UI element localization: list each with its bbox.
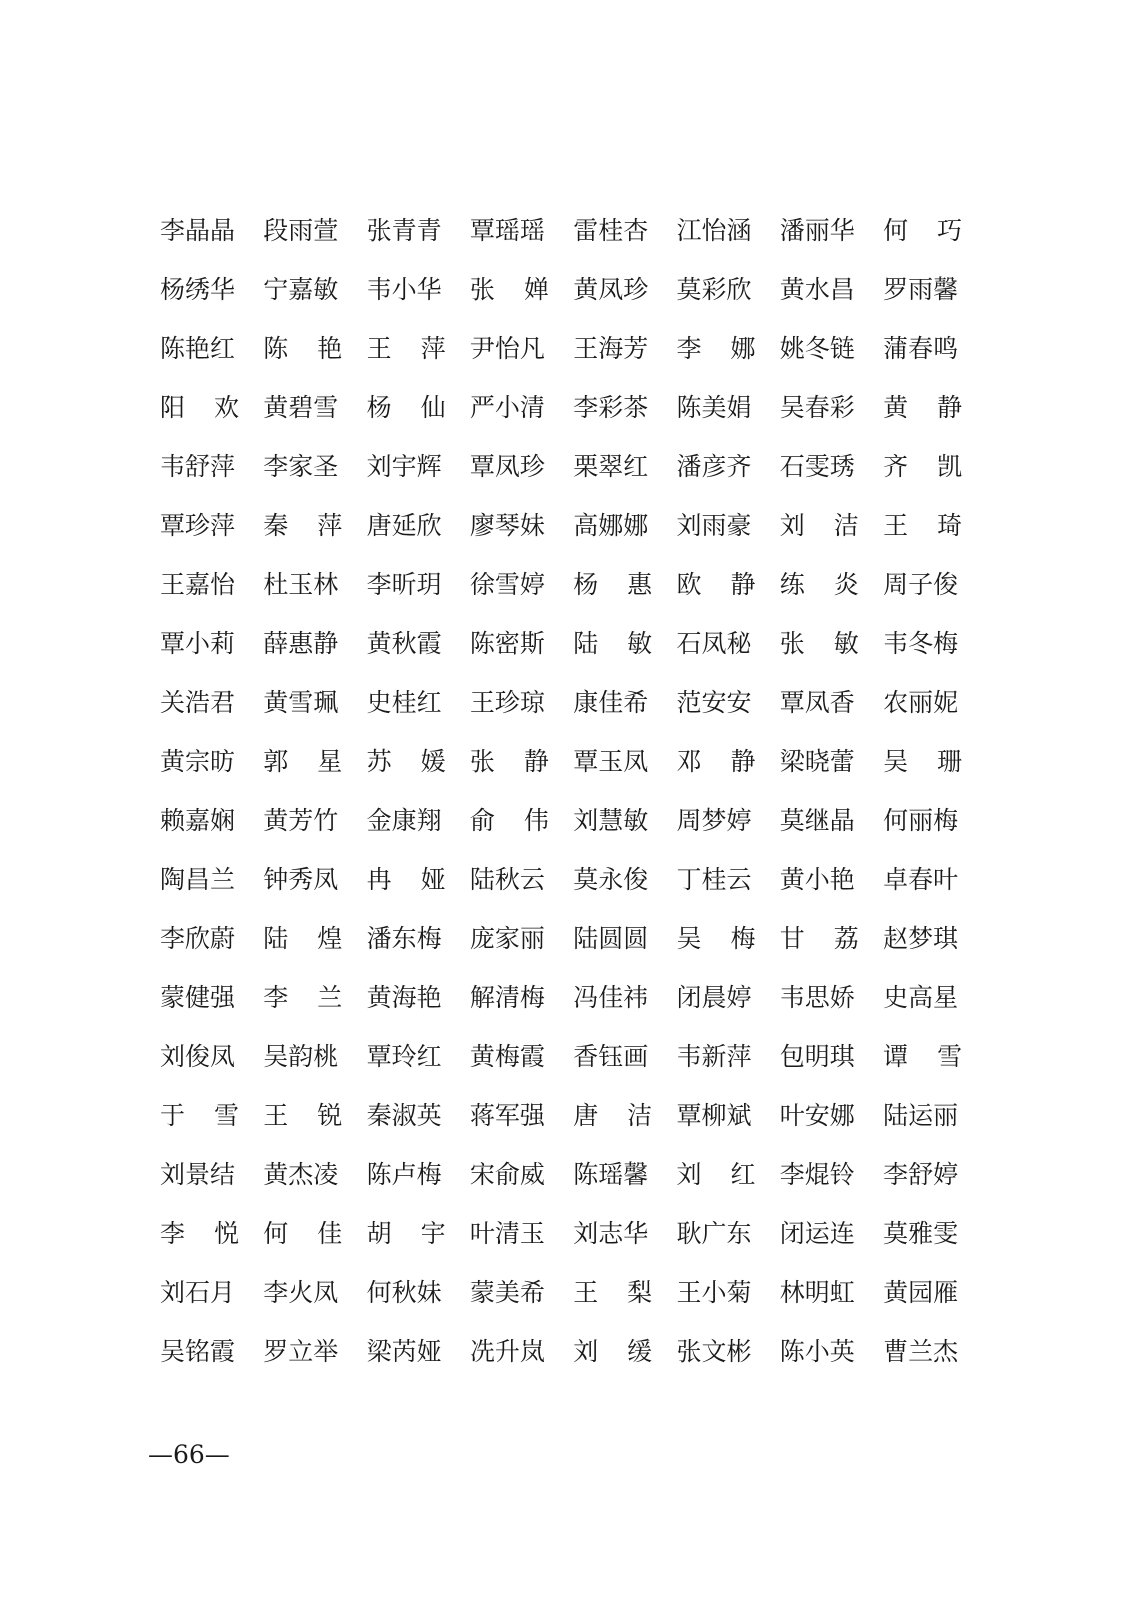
name-entry: 高娜娜 bbox=[573, 511, 649, 540]
name-entry: 黄芳竹 bbox=[263, 806, 339, 835]
name-entry: 陆 煌 bbox=[263, 924, 343, 953]
name-entry: 叶安娜 bbox=[779, 1101, 855, 1130]
name-entry: 黄碧雪 bbox=[263, 393, 339, 422]
name-entry: 闭运连 bbox=[779, 1219, 855, 1248]
name-entry: 秦淑英 bbox=[366, 1101, 442, 1130]
name-entry: 农丽妮 bbox=[883, 688, 959, 717]
name-entry: 阳 欢 bbox=[160, 393, 239, 422]
name-entry: 金康翔 bbox=[366, 806, 442, 835]
name-entry: 邓 静 bbox=[676, 747, 756, 776]
name-entry: 梁芮娅 bbox=[366, 1337, 442, 1366]
name-entry: 赵梦琪 bbox=[883, 924, 959, 953]
name-entry: 冯佳祎 bbox=[573, 983, 649, 1012]
name-entry: 李欣蔚 bbox=[160, 924, 236, 953]
name-entry: 吴 梅 bbox=[676, 924, 756, 953]
name-entry: 莫继晶 bbox=[779, 806, 855, 835]
name-entry: 李家圣 bbox=[263, 452, 339, 481]
name-entry: 陈小英 bbox=[779, 1337, 855, 1366]
name-entry: 覃瑶瑶 bbox=[469, 216, 545, 245]
name-entry: 吴 珊 bbox=[883, 747, 963, 776]
name-entry: 卓春叶 bbox=[883, 865, 959, 894]
name-entry: 李 悦 bbox=[160, 1219, 239, 1248]
name-entry: 廖琴妹 bbox=[469, 511, 545, 540]
name-entry: 韦思娇 bbox=[779, 983, 855, 1012]
name-entry: 蒋军强 bbox=[469, 1101, 545, 1130]
name-entry: 徐雪婷 bbox=[469, 570, 545, 599]
name-entry: 黄宗昉 bbox=[160, 747, 236, 776]
name-entry: 韦舒萍 bbox=[160, 452, 236, 481]
name-entry: 韦冬梅 bbox=[883, 629, 959, 658]
name-entry: 黄雪珮 bbox=[263, 688, 339, 717]
name-entry: 范安安 bbox=[676, 688, 752, 717]
name-entry: 赖嘉娴 bbox=[160, 806, 236, 835]
name-entry: 张文彬 bbox=[676, 1337, 752, 1366]
name-entry: 王 琦 bbox=[883, 511, 963, 540]
name-entry: 莫雅雯 bbox=[883, 1219, 959, 1248]
name-entry: 李晶晶 bbox=[160, 216, 236, 245]
name-entry: 莫彩欣 bbox=[676, 275, 752, 304]
name-entry: 李昕玥 bbox=[366, 570, 442, 599]
name-entry: 何丽梅 bbox=[883, 806, 959, 835]
name-entry: 黄凤珍 bbox=[573, 275, 649, 304]
name-entry: 陆 敏 bbox=[573, 629, 653, 658]
name-entry: 冉 娅 bbox=[366, 865, 446, 894]
name-entry: 石凤秘 bbox=[676, 629, 752, 658]
name-entry: 刘宇辉 bbox=[366, 452, 442, 481]
name-entry: 王 锐 bbox=[263, 1101, 343, 1130]
name-entry: 刘石月 bbox=[160, 1278, 236, 1307]
name-entry: 康佳希 bbox=[573, 688, 649, 717]
name-entry: 钟秀凤 bbox=[263, 865, 339, 894]
name-entry: 尹怡凡 bbox=[469, 334, 545, 363]
name-entry: 吴铭霞 bbox=[160, 1337, 236, 1366]
name-entry: 练 炎 bbox=[779, 570, 859, 599]
name-entry: 宋俞威 bbox=[469, 1160, 545, 1189]
name-entry: 陈瑶馨 bbox=[573, 1160, 649, 1189]
name-entry: 黄小艳 bbox=[779, 865, 855, 894]
name-entry: 叶清玉 bbox=[469, 1219, 545, 1248]
name-entry: 吴韵桃 bbox=[263, 1042, 339, 1071]
name-entry: 石雯琇 bbox=[779, 452, 855, 481]
name-entry: 杜玉林 bbox=[263, 570, 339, 599]
name-entry: 谭 雪 bbox=[883, 1042, 963, 1071]
name-entry: 梁晓蕾 bbox=[779, 747, 855, 776]
name-entry: 陶昌兰 bbox=[160, 865, 236, 894]
name-entry: 陆运丽 bbox=[883, 1101, 959, 1130]
name-entry: 周子俊 bbox=[883, 570, 959, 599]
name-entry: 耿广东 bbox=[676, 1219, 752, 1248]
name-entry: 宁嘉敏 bbox=[263, 275, 339, 304]
name-entry: 黄园雁 bbox=[883, 1278, 959, 1307]
name-entry: 杨绣华 bbox=[160, 275, 236, 304]
name-entry: 陈卢梅 bbox=[366, 1160, 442, 1189]
name-entry: 杨 仙 bbox=[366, 393, 446, 422]
name-entry: 刘雨豪 bbox=[676, 511, 752, 540]
name-entry: 严小清 bbox=[469, 393, 545, 422]
name-entry: 罗雨馨 bbox=[883, 275, 959, 304]
name-entry: 韦新萍 bbox=[676, 1042, 752, 1071]
name-entry: 薛惠静 bbox=[263, 629, 339, 658]
name-entry: 包明琪 bbox=[779, 1042, 855, 1071]
name-entry: 蒙美希 bbox=[469, 1278, 545, 1307]
name-entry: 李 兰 bbox=[263, 983, 343, 1012]
name-entry: 刘志华 bbox=[573, 1219, 649, 1248]
name-entry: 潘东梅 bbox=[366, 924, 442, 953]
name-entry: 史高星 bbox=[883, 983, 959, 1012]
name-entry: 苏 媛 bbox=[366, 747, 446, 776]
name-entry: 甘 荔 bbox=[779, 924, 859, 953]
name-entry: 解清梅 bbox=[469, 983, 545, 1012]
name-entry: 李火凤 bbox=[263, 1278, 339, 1307]
name-entry: 闭晨婷 bbox=[676, 983, 752, 1012]
name-entry: 何秋妹 bbox=[366, 1278, 442, 1307]
name-entry: 陈密斯 bbox=[469, 629, 545, 658]
name-entry: 唐 洁 bbox=[573, 1101, 653, 1130]
name-entry: 于 雪 bbox=[160, 1101, 239, 1130]
name-entry: 曹兰杰 bbox=[883, 1337, 959, 1366]
name-entry: 李 娜 bbox=[676, 334, 756, 363]
name-entry: 何 巧 bbox=[883, 216, 963, 245]
name-entry: 潘丽华 bbox=[779, 216, 855, 245]
name-entry: 段雨萱 bbox=[263, 216, 339, 245]
name-entry: 覃珍萍 bbox=[160, 511, 236, 540]
name-entry: 杨 惠 bbox=[573, 570, 653, 599]
name-entry: 刘慧敏 bbox=[573, 806, 649, 835]
name-entry: 潘彦齐 bbox=[676, 452, 752, 481]
name-entry: 黄杰凌 bbox=[263, 1160, 339, 1189]
name-entry: 关浩君 bbox=[160, 688, 236, 717]
name-entry: 刘 红 bbox=[676, 1160, 756, 1189]
name-entry: 王海芳 bbox=[573, 334, 649, 363]
name-entry: 陈艳红 bbox=[160, 334, 236, 363]
name-entry: 黄海艳 bbox=[366, 983, 442, 1012]
name-entry: 江怡涵 bbox=[676, 216, 752, 245]
name-entry: 俞 伟 bbox=[469, 806, 549, 835]
name-entry: 林明虹 bbox=[779, 1278, 855, 1307]
name-entry: 唐延欣 bbox=[366, 511, 442, 540]
name-entry: 欧 静 bbox=[676, 570, 756, 599]
name-entry: 李舒婷 bbox=[883, 1160, 959, 1189]
name-entry: 黄水昌 bbox=[779, 275, 855, 304]
name-entry: 姚冬链 bbox=[779, 334, 855, 363]
name-entry: 黄 静 bbox=[883, 393, 963, 422]
name-entry: 史桂红 bbox=[366, 688, 442, 717]
name-entry: 王珍琼 bbox=[469, 688, 545, 717]
name-entry: 黄秋霞 bbox=[366, 629, 442, 658]
name-entry: 刘 缓 bbox=[573, 1337, 653, 1366]
name-entry: 罗立举 bbox=[263, 1337, 339, 1366]
name-entry: 刘俊凤 bbox=[160, 1042, 236, 1071]
names-grid bbox=[160, 201, 986, 1381]
name-entry: 黄梅霞 bbox=[469, 1042, 545, 1071]
name-entry: 张 敏 bbox=[779, 629, 859, 658]
name-entry: 刘景结 bbox=[160, 1160, 236, 1189]
name-entry: 王 梨 bbox=[573, 1278, 653, 1307]
name-entry: 覃玉凤 bbox=[573, 747, 649, 776]
name-entry: 秦 萍 bbox=[263, 511, 343, 540]
name-entry: 蒲春鸣 bbox=[883, 334, 959, 363]
name-entry: 陆圆圆 bbox=[573, 924, 649, 953]
page-number: —66— bbox=[148, 1440, 230, 1469]
name-entry: 覃凤香 bbox=[779, 688, 855, 717]
name-entry: 张 静 bbox=[469, 747, 549, 776]
name-entry: 陆秋云 bbox=[469, 865, 545, 894]
name-entry: 陈 艳 bbox=[263, 334, 343, 363]
name-entry: 丁桂云 bbox=[676, 865, 752, 894]
name-entry: 陈美娟 bbox=[676, 393, 752, 422]
name-entry: 胡 宇 bbox=[366, 1219, 446, 1248]
name-entry: 李焜铃 bbox=[779, 1160, 855, 1189]
name-entry: 刘 洁 bbox=[779, 511, 859, 540]
name-entry: 雷桂杏 bbox=[573, 216, 649, 245]
name-entry: 王 萍 bbox=[366, 334, 446, 363]
name-entry: 张 婵 bbox=[469, 275, 549, 304]
name-entry: 覃小莉 bbox=[160, 629, 236, 658]
name-entry: 香钰画 bbox=[573, 1042, 649, 1071]
name-entry: 蒙健强 bbox=[160, 983, 236, 1012]
name-entry: 覃凤珍 bbox=[469, 452, 545, 481]
name-entry: 冼升岚 bbox=[469, 1337, 545, 1366]
name-entry: 王小菊 bbox=[676, 1278, 752, 1307]
name-entry: 覃玲红 bbox=[366, 1042, 442, 1071]
name-entry: 王嘉怡 bbox=[160, 570, 236, 599]
name-entry: 郭 星 bbox=[263, 747, 343, 776]
name-entry: 周梦婷 bbox=[676, 806, 752, 835]
name-entry: 栗翠红 bbox=[573, 452, 649, 481]
name-entry: 莫永俊 bbox=[573, 865, 649, 894]
name-entry: 吴春彩 bbox=[779, 393, 855, 422]
name-entry: 何 佳 bbox=[263, 1219, 343, 1248]
name-entry: 张青青 bbox=[366, 216, 442, 245]
name-entry: 庞家丽 bbox=[469, 924, 545, 953]
name-entry: 李彩茶 bbox=[573, 393, 649, 422]
name-entry: 韦小华 bbox=[366, 275, 442, 304]
name-entry: 覃柳斌 bbox=[676, 1101, 752, 1130]
name-entry: 齐 凯 bbox=[883, 452, 963, 481]
